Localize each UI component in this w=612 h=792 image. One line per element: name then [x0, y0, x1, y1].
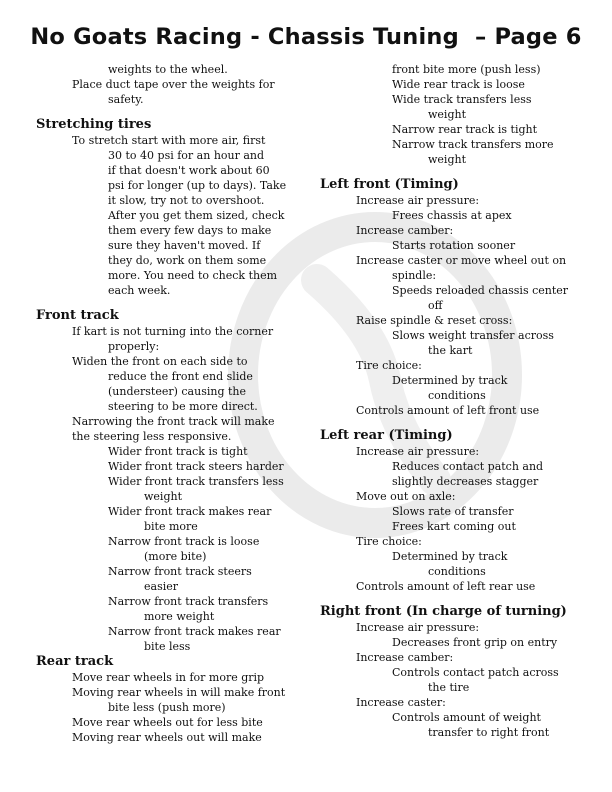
continuation-line: weight	[428, 108, 466, 121]
body-line: Wider front track transfers less	[108, 475, 284, 488]
body-line: Narrow front track is loose	[108, 535, 260, 548]
body-line: bite less (push more)	[108, 701, 226, 714]
body-line: conditions	[428, 389, 486, 402]
body-line: more. You need to check them	[108, 269, 278, 282]
body-line: easier	[144, 580, 178, 593]
body-line: conditions	[428, 565, 486, 578]
body-line: Reduces contact patch and	[392, 460, 544, 473]
body-line: Move out on axle:	[356, 490, 456, 503]
body-line: If kart is not turning into the corner	[72, 325, 274, 338]
body-line: Moving rear wheels out will make	[72, 731, 262, 744]
body-line: Move rear wheels in for more grip	[72, 671, 265, 684]
body-line: (understeer) causing the	[108, 385, 247, 398]
body-line: Increase air pressure:	[356, 445, 480, 458]
body-line: Wider front track makes rear	[108, 505, 272, 518]
body-line: steering to be more direct.	[108, 400, 258, 413]
body-line: sure they haven't moved. If	[108, 239, 261, 252]
body-line: Increase camber:	[356, 224, 454, 237]
continuation-line: Narrow track transfers more	[392, 138, 554, 151]
body-line: Narrow front track makes rear	[108, 625, 281, 638]
section-heading-rear-track: Rear track	[36, 654, 114, 669]
continuation-line: Wide rear track is loose	[392, 78, 525, 91]
left-column	[36, 62, 304, 745]
body-line: Starts rotation sooner	[392, 239, 516, 252]
body-line: Tire choice:	[356, 535, 422, 548]
section-heading-left-rear: Left rear (Timing)	[320, 428, 453, 443]
body-line: Narrow front track transfers	[108, 595, 269, 608]
body-line: 30 to 40 psi for an hour and	[108, 149, 265, 162]
body-line: Widen the front on each side to	[72, 355, 248, 368]
section-heading-right-front: Right front (In charge of turning)	[320, 604, 567, 619]
body-line: Increase air pressure:	[356, 194, 480, 207]
body-line: transfer to right front	[428, 726, 550, 739]
body-line: Increase camber:	[356, 651, 454, 664]
continuation-line: Narrow rear track is tight	[392, 123, 538, 136]
body-line: Frees kart coming out	[392, 520, 516, 533]
body-line: Controls amount of weight	[392, 711, 541, 724]
page-title: No Goats Racing - Chassis Tuning – Page 6	[30, 24, 582, 50]
body-line: Determined by track	[392, 374, 508, 387]
body-line: bite less	[144, 640, 191, 653]
body-line: Increase caster or move wheel out on	[356, 254, 567, 267]
body-line: reduce the front end slide	[108, 370, 253, 383]
body-line: Wider front track is tight	[108, 445, 248, 458]
body-line: each week.	[108, 284, 171, 297]
body-line: Tire choice:	[356, 359, 422, 372]
section-heading-stretching-tires: Stretching tires	[36, 117, 152, 132]
body-line: Moving rear wheels in will make front	[72, 686, 286, 699]
continuation-line: Place duct tape over the weights for	[72, 78, 275, 91]
body-line: properly:	[108, 340, 160, 353]
body-line: they do, work on them some	[108, 254, 267, 267]
body-line: slightly decreases stagger	[392, 475, 539, 488]
body-line: it slow, try not to overshoot.	[108, 194, 265, 207]
body-line: bite more	[144, 520, 198, 533]
body-line: off	[428, 299, 443, 312]
body-line: Decreases front grip on entry	[392, 636, 558, 649]
body-line: the steering less responsive.	[72, 430, 232, 443]
continuation-line: weights to the wheel.	[108, 63, 228, 76]
body-line: Narrowing the front track will make	[72, 415, 275, 428]
body-line: Wider front track steers harder	[108, 460, 284, 473]
body-line: Narrow front track steers	[108, 565, 252, 578]
body-line: Increase air pressure:	[356, 621, 480, 634]
body-line: Increase caster:	[356, 696, 446, 709]
body-line: psi for longer (up to days). Take	[108, 179, 287, 192]
body-line: if that doesn't work about 60	[108, 164, 270, 177]
body-line: more weight	[144, 610, 215, 623]
body-line: Slows rate of transfer	[392, 505, 514, 518]
body-line: the tire	[428, 681, 470, 694]
body-line: them every few days to make	[108, 224, 272, 237]
body-line: After you get them sized, check	[108, 209, 285, 222]
body-line: Controls amount of left front use	[356, 404, 540, 417]
right-column	[320, 62, 592, 740]
section-heading-left-front: Left front (Timing)	[320, 177, 459, 192]
continuation-line: front bite more (push less)	[392, 63, 541, 76]
body-line: Frees chassis at apex	[392, 209, 512, 222]
continuation-line: safety.	[108, 93, 144, 106]
continuation-line: weight	[428, 153, 466, 166]
body-line: Speeds reloaded chassis center	[392, 284, 569, 297]
body-line: To stretch start with more air, first	[72, 134, 266, 147]
body-line: Move rear wheels out for less bite	[72, 716, 263, 729]
section-heading-front-track: Front track	[36, 308, 119, 323]
body-line: Controls contact patch across	[392, 666, 559, 679]
body-line: spindle:	[392, 269, 437, 282]
body-line: the kart	[428, 344, 473, 357]
continuation-line: Wide track transfers less	[392, 93, 532, 106]
body-line: Determined by track	[392, 550, 508, 563]
body-line: Slows weight transfer across	[392, 329, 554, 342]
body-line: (more bite)	[144, 550, 207, 563]
body-line: Raise spindle & reset cross:	[356, 314, 513, 327]
body-line: Controls amount of left rear use	[356, 580, 536, 593]
body-line: weight	[144, 490, 182, 503]
